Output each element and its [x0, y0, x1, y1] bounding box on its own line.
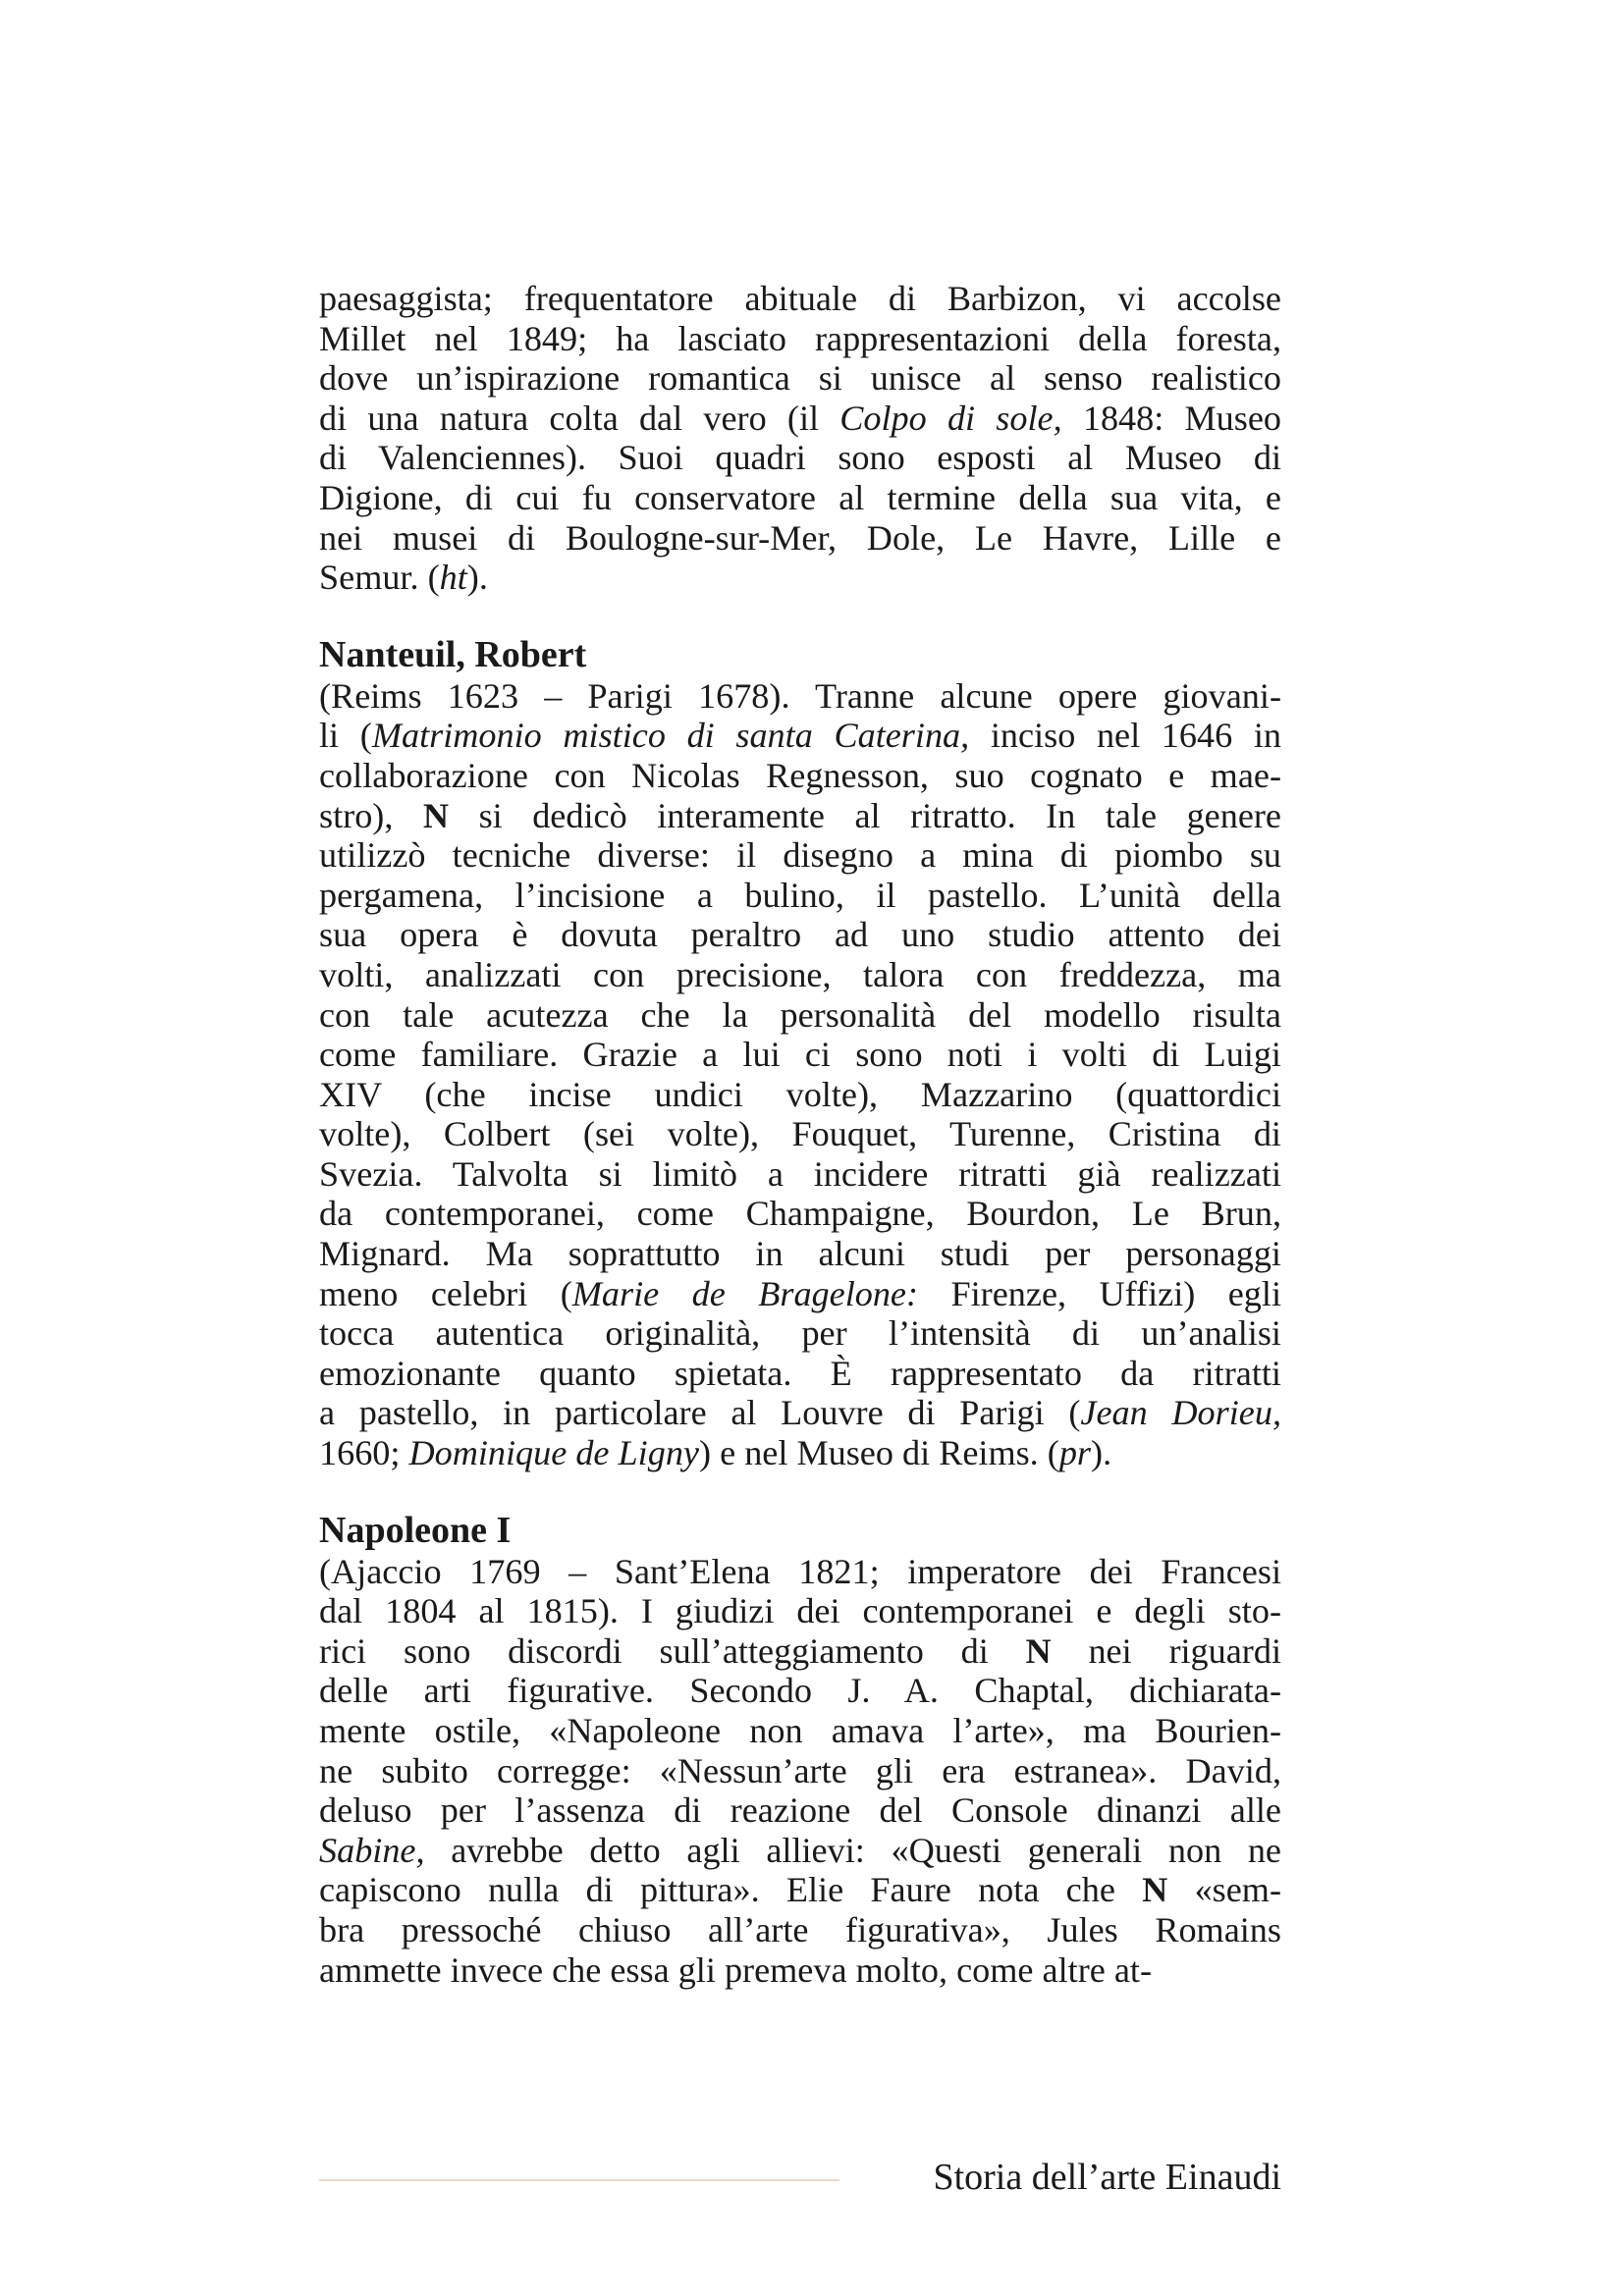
entry-heading-napoleone: Napoleone I: [319, 1509, 512, 1551]
intro-line: Millet nel 1849; ha lasciato rappresentazioni della foresta,: [319, 318, 1281, 358]
page-footer: [319, 2156, 1281, 2199]
napoleone-line: Sabine, avrebbe detto agli allievi: «Questi generali non ne: [319, 1830, 1281, 1870]
napoleone-line: deluso per l’assenza di reazione del Console dinanzi alle: [319, 1790, 1281, 1831]
napoleone-line: capiscono nulla di pittura». Elie Faure nota che N «sem-: [319, 1870, 1282, 1910]
footer-title: Storia dell’arte Einaudi: [933, 2157, 1281, 2198]
napoleone-line: ammette invece che essa gli premeva molto, come altre at-: [319, 1949, 1153, 1990]
nanteuil-line: utilizzò tecniche diverse: il disegno a mina di piombo su: [319, 835, 1281, 876]
nanteuil-line: Svezia. Talvolta si limitò a incidere ritratti già realizzati: [319, 1153, 1281, 1194]
nanteuil-line: Mignard. Ma soprattutto in alcuni studi per personaggi: [319, 1234, 1281, 1274]
footer-rule: [319, 2179, 839, 2181]
nanteuil-line: 1660; Dominique de Ligny) e nel Museo di Reims. (pr).: [319, 1433, 1112, 1473]
nanteuil-line: stro), N si dedicò interamente al ritratto. In tale genere: [319, 795, 1281, 835]
nanteuil-line: a pastello, in particolare al Louvre di Parigi (Jean Dorieu,: [319, 1393, 1281, 1433]
napoleone-line: delle arti figurative. Secondo J. A. Chaptal, dichiarata-: [319, 1671, 1281, 1711]
nanteuil-line: collaborazione con Nicolas Regnesson, suo cognato e mae-: [319, 755, 1281, 795]
napoleone-line: (Ajaccio 1769 – Sant’Elena 1821; imperatore dei Francesi: [319, 1551, 1281, 1591]
intro-line: di Valenciennes). Suoi quadri sono esposti al Museo di: [319, 438, 1281, 478]
intro-line: di una natura colta dal vero (il Colpo di sole, 1848: Museo: [319, 398, 1281, 438]
intro-line: paesaggista; frequentatore abituale di Barbizon, vi accolse: [319, 279, 1281, 318]
nanteuil-line: volti, analizzati con precisione, talora con freddezza, ma: [319, 954, 1281, 994]
intro-line: Semur. (ht).: [319, 558, 488, 598]
nanteuil-line: pergamena, l’incisione a bulino, il pastello. L’unità della: [319, 875, 1281, 915]
nanteuil-line: li (Matrimonio mistico di santa Caterina, inciso nel 1646 in: [319, 716, 1281, 756]
napoleone-line: mente ostile, «Napoleone non amava l’arte», ma Bourien-: [319, 1711, 1281, 1750]
nanteuil-line: con tale acutezza che la personalità del modello risulta: [319, 994, 1281, 1035]
intro-line: nei musei di Boulogne-sur-Mer, Dole, Le Havre, Lille e: [319, 517, 1281, 558]
nanteuil-line: meno celebri (Marie de Bragelone: Firenze, Uffizi) egli: [319, 1273, 1282, 1313]
entry-text-napoleone: [319, 1552, 1281, 1991]
napoleone-line: rici sono discordi sull’atteggiamento di N nei riguardi: [319, 1630, 1282, 1671]
nanteuil-line: da contemporanei, come Champaigne, Bourdon, Le Brun,: [319, 1194, 1281, 1234]
nanteuil-line: tocca autentica originalità, per l’intensità di un’analisi: [319, 1313, 1281, 1354]
page-body: [319, 279, 1281, 1990]
intro-line: Digione, di cui fu conservatore al termine della sua vita, e: [319, 477, 1281, 517]
intro-paragraph: [319, 279, 1281, 598]
entry-heading-nanteuil: Nanteuil, Robert: [319, 633, 587, 675]
nanteuil-line: sua opera è dovuta peraltro ad uno studio attento dei: [319, 915, 1281, 955]
entry-text-nanteuil: [319, 676, 1281, 1473]
intro-line: dove un’ispirazione romantica si unisce al senso realistico: [319, 358, 1281, 399]
nanteuil-line: (Reims 1623 – Parigi 1678). Tranne alcune opere giovani-: [319, 675, 1281, 716]
napoleone-line: bra pressoché chiuso all’arte figurativa», Jules Romains: [319, 1909, 1281, 1949]
napoleone-line: ne subito corregge: «Nessun’arte gli era estranea». David,: [319, 1750, 1281, 1790]
nanteuil-line: come familiare. Grazie a lui ci sono noti i volti di Luigi: [319, 1035, 1281, 1075]
nanteuil-line: volte), Colbert (sei volte), Fouquet, Turenne, Cristina di: [319, 1114, 1281, 1154]
nanteuil-line: emozionante quanto spietata. È rappresentato da ritratti: [319, 1353, 1281, 1393]
napoleone-line: dal 1804 al 1815). I giudizi dei contemporanei e degli sto-: [319, 1591, 1281, 1631]
nanteuil-line: XIV (che incise undici volte), Mazzarino (quattordici: [319, 1074, 1281, 1114]
